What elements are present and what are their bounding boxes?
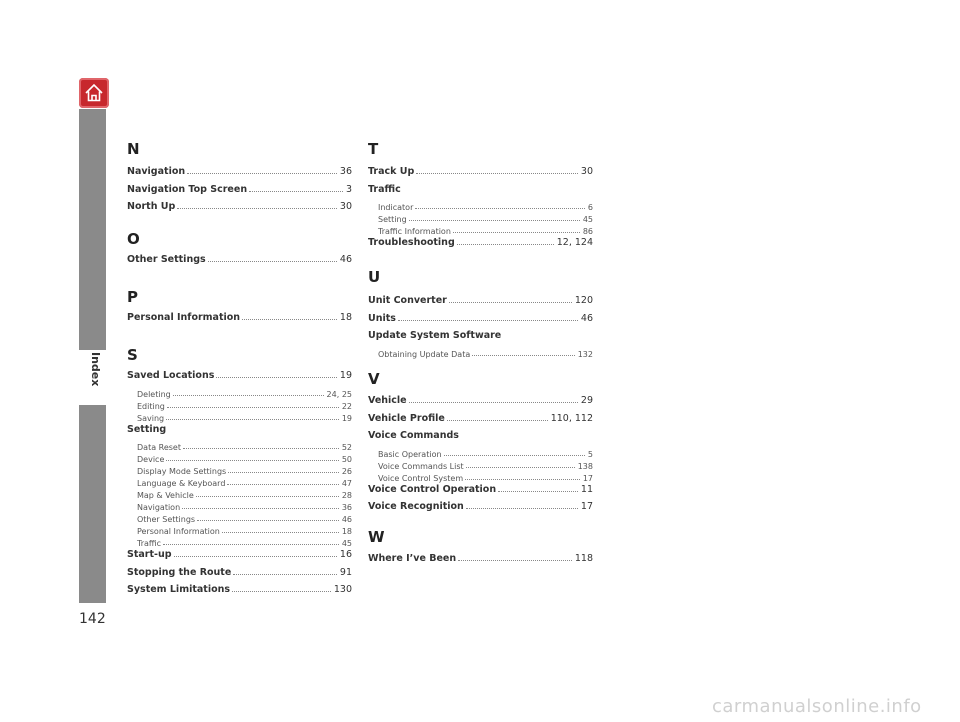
index-entry[interactable] <box>368 327 593 341</box>
entry-text: Saved Locations <box>127 370 215 381</box>
index-entry[interactable] <box>368 481 593 495</box>
page-reference[interactable]: 45 <box>341 539 352 548</box>
entry-text: Troubleshooting <box>368 237 455 248</box>
page-reference[interactable]: 18 <box>341 527 352 536</box>
index-letter-heading: V <box>368 370 380 388</box>
leader-dots <box>457 243 554 245</box>
page-reference[interactable]: 28 <box>341 491 352 500</box>
entry-text: Start-up <box>127 549 172 560</box>
leader-dots <box>416 172 578 174</box>
entry-text: Unit Converter <box>368 295 447 306</box>
leader-dots <box>458 559 572 561</box>
index-entry[interactable] <box>368 410 593 424</box>
index-letter-heading: W <box>368 528 385 546</box>
leader-dots <box>208 260 337 262</box>
page-reference[interactable]: 29 <box>580 395 593 406</box>
leader-dots <box>232 590 331 592</box>
leader-dots <box>173 394 324 396</box>
entry-text: Display Mode Settings <box>137 467 227 476</box>
page-reference[interactable]: 46 <box>341 515 352 524</box>
entry-text: Voice Recognition <box>368 501 464 512</box>
page-number: 142 <box>79 611 106 627</box>
leader-dots <box>228 471 339 473</box>
leader-dots <box>227 483 338 485</box>
page-reference[interactable]: 19 <box>339 370 352 381</box>
entry-text: Data Reset <box>137 443 181 452</box>
entry-text: System Limitations <box>127 584 231 595</box>
page-reference[interactable]: 12, 124 <box>556 237 593 248</box>
leader-dots <box>415 207 585 209</box>
leader-dots <box>166 459 338 461</box>
index-entry[interactable] <box>127 367 352 381</box>
index-entry[interactable] <box>127 198 352 212</box>
page-reference[interactable]: 50 <box>341 455 352 464</box>
index-entry[interactable] <box>368 163 593 177</box>
leader-dots <box>197 519 339 521</box>
page-reference[interactable]: 30 <box>580 166 593 177</box>
entry-text: Voice Commands <box>368 430 459 441</box>
leader-dots <box>242 318 337 320</box>
entry-text: Vehicle <box>368 395 407 406</box>
leader-dots <box>163 543 339 545</box>
index-entry[interactable] <box>127 564 352 578</box>
entry-text: Voice Control System <box>378 473 464 483</box>
leader-dots <box>447 419 548 421</box>
index-entry[interactable] <box>368 392 593 406</box>
page-reference[interactable]: 3 <box>345 183 352 195</box>
index-entry[interactable] <box>368 427 593 441</box>
entry-text: Traffic <box>368 183 401 195</box>
index-entry[interactable] <box>127 251 352 265</box>
page-reference[interactable]: 19 <box>341 413 352 423</box>
index-letter-heading: T <box>368 140 379 158</box>
side-tab-label: Index <box>89 352 102 387</box>
leader-dots <box>187 172 337 174</box>
leader-dots <box>166 418 339 420</box>
entry-text: Navigation Top Screen <box>127 183 248 195</box>
page-reference[interactable]: 22 <box>341 401 352 411</box>
leader-dots <box>453 231 580 233</box>
page-reference[interactable]: 52 <box>341 443 352 452</box>
leader-dots <box>409 401 578 403</box>
index-letter-heading: S <box>127 346 138 364</box>
leader-dots <box>174 555 337 557</box>
leader-dots <box>233 573 337 575</box>
entry-text: Setting <box>127 423 167 435</box>
index-entry[interactable] <box>127 181 352 195</box>
index-entry[interactable] <box>127 546 352 560</box>
page-reference[interactable]: 36 <box>339 166 352 177</box>
entry-text: Obtaining Update Data <box>378 349 471 359</box>
index-entry[interactable] <box>127 309 352 323</box>
leader-dots <box>466 466 575 468</box>
page-reference[interactable]: 26 <box>341 467 352 476</box>
page-reference[interactable]: 46 <box>580 312 593 324</box>
index-entry[interactable] <box>368 550 593 564</box>
page-reference[interactable]: 91 <box>339 566 352 578</box>
entry-text: Map & Vehicle <box>137 491 194 500</box>
page-reference[interactable]: 118 <box>574 553 593 564</box>
side-tab-bar-bottom <box>79 405 106 603</box>
leader-dots <box>167 406 339 408</box>
page-reference[interactable]: 36 <box>341 503 352 512</box>
page-reference[interactable]: 46 <box>339 254 352 265</box>
page-reference[interactable]: 130 <box>333 584 352 595</box>
entry-text: Units <box>368 312 396 324</box>
index-entry[interactable] <box>127 581 352 595</box>
entry-text: Setting <box>378 215 407 224</box>
entry-text: Traffic Information <box>378 227 451 236</box>
leader-dots <box>472 354 574 356</box>
entry-text: Indicator <box>378 203 414 212</box>
page-reference[interactable]: 110, 112 <box>550 412 593 424</box>
page-reference[interactable]: 6 <box>587 203 593 212</box>
page-reference[interactable]: 11 <box>580 483 593 495</box>
entry-text: Other Settings <box>137 515 196 524</box>
index-entry[interactable] <box>127 421 352 435</box>
entry-text: Navigation <box>137 503 181 512</box>
index-letter-heading: U <box>368 268 381 286</box>
page-reference[interactable]: 120 <box>574 295 593 306</box>
page-reference[interactable]: 132 <box>577 349 593 359</box>
entry-text: Vehicle Profile <box>368 412 445 424</box>
home-icon <box>83 82 105 104</box>
entry-text: Update System Software <box>368 330 502 341</box>
index-entry[interactable] <box>368 498 593 512</box>
page-reference[interactable]: 47 <box>341 479 352 488</box>
entry-text: Other Settings <box>127 254 206 265</box>
page-reference[interactable]: 18 <box>339 312 352 323</box>
entry-text: Deleting <box>137 389 171 399</box>
leader-dots <box>177 207 337 209</box>
leader-dots <box>216 376 337 378</box>
side-tab-bar-top <box>79 109 106 350</box>
index-letter-heading: P <box>127 288 138 306</box>
entry-text: Editing <box>137 401 165 411</box>
leader-dots <box>249 190 343 192</box>
page-reference[interactable]: 86 <box>582 227 593 236</box>
leader-dots <box>449 301 572 303</box>
entry-text: Navigation <box>127 166 186 177</box>
page-reference[interactable]: 5 <box>587 449 593 459</box>
home-button[interactable] <box>79 78 109 108</box>
leader-dots <box>398 319 578 321</box>
leader-dots <box>222 531 339 533</box>
entry-text: Saving <box>137 413 165 423</box>
index-letter-heading: O <box>127 230 140 248</box>
leader-dots <box>196 495 339 497</box>
entry-text: Voice Control Operation <box>368 483 497 495</box>
page-reference[interactable]: 17 <box>580 501 593 512</box>
entry-text: Personal Information <box>127 312 241 323</box>
page-reference[interactable]: 30 <box>339 201 352 212</box>
entry-text: Stopping the Route <box>127 566 232 578</box>
index-entry[interactable] <box>368 181 593 195</box>
entry-text: Voice Commands List <box>378 461 464 471</box>
page-reference[interactable]: 138 <box>577 461 593 471</box>
leader-dots <box>444 454 585 456</box>
leader-dots <box>409 219 580 221</box>
leader-dots <box>465 478 580 480</box>
leader-dots <box>183 447 339 449</box>
entry-text: Language & Keyboard <box>137 479 226 488</box>
leader-dots <box>182 507 339 509</box>
index-entry[interactable] <box>127 163 352 177</box>
page-reference[interactable]: 17 <box>582 473 593 483</box>
watermark: carmanualsonline.info <box>712 696 922 717</box>
entry-text: Where I’ve Been <box>368 553 457 564</box>
page-reference[interactable]: 16 <box>339 549 352 560</box>
entry-text: Track Up <box>368 166 415 177</box>
entry-text: Personal Information <box>137 527 220 536</box>
leader-dots <box>498 490 578 492</box>
entry-text: North Up <box>127 201 176 212</box>
entry-text: Device <box>137 455 165 464</box>
entry-text: Traffic <box>137 539 162 548</box>
index-subentry[interactable] <box>378 345 593 359</box>
page-reference[interactable]: 24, 25 <box>326 389 352 399</box>
entry-text: Basic Operation <box>378 449 442 459</box>
leader-dots <box>466 507 578 509</box>
index-letter-heading: N <box>127 140 140 158</box>
index-entry[interactable] <box>368 292 593 306</box>
index-entry[interactable] <box>368 310 593 324</box>
index-entry[interactable] <box>368 234 593 248</box>
page-reference[interactable]: 45 <box>582 215 593 224</box>
